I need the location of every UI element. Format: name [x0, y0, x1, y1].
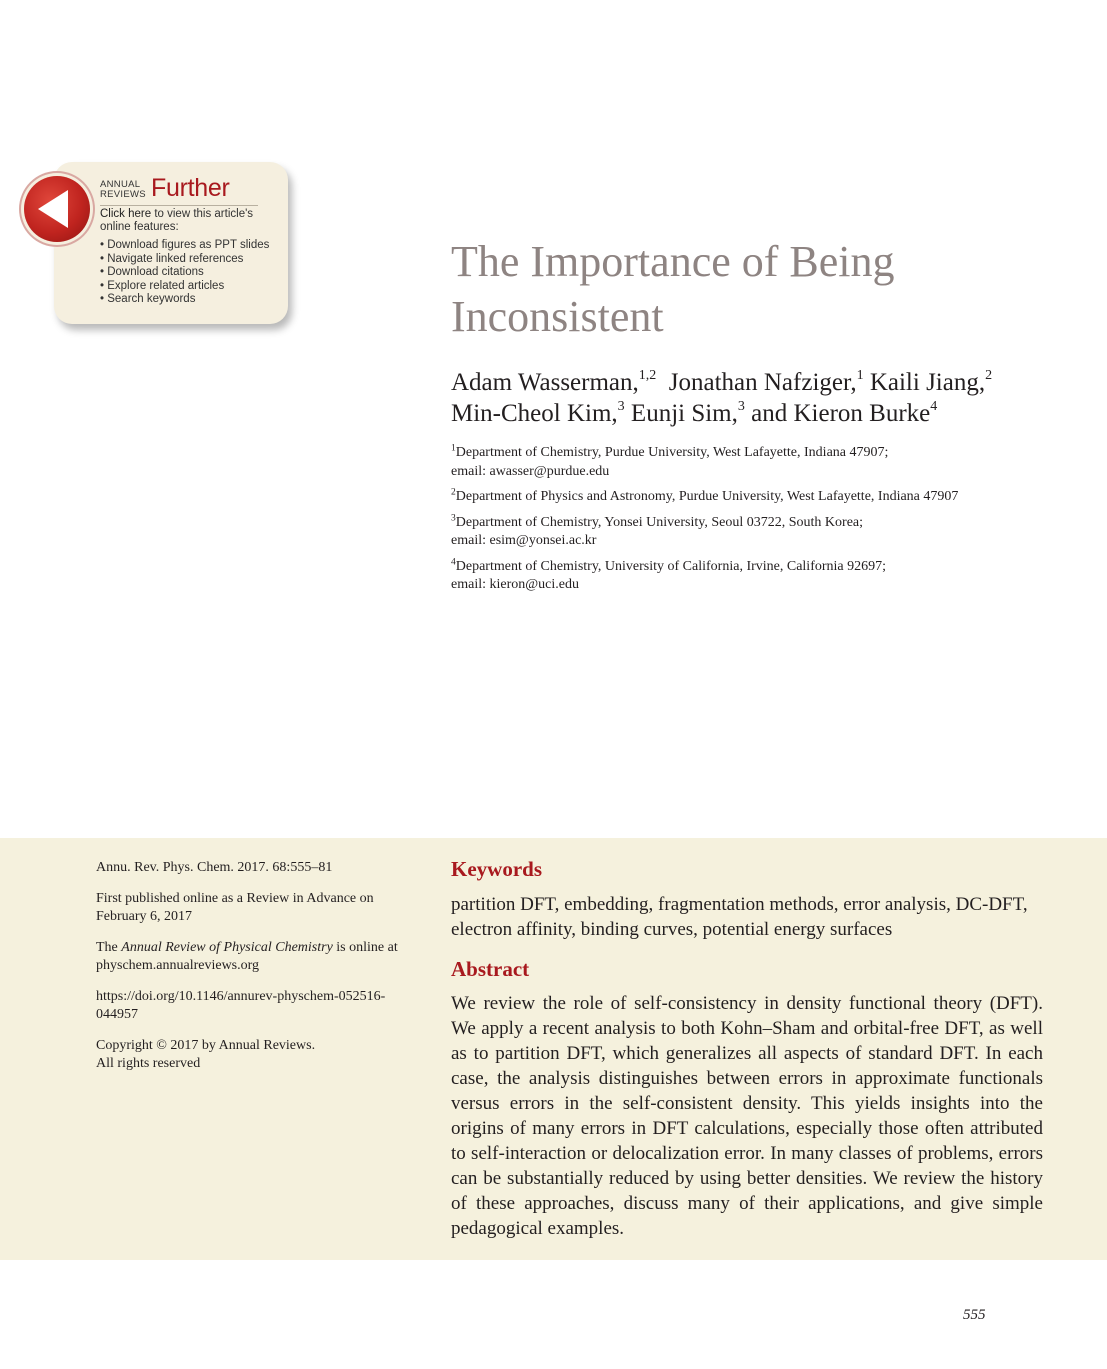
author-name: Eunji Sim, — [630, 400, 738, 427]
affiliations — [451, 444, 1071, 602]
affiliation: $^1$Department of Chemistry, Purdue University, West Lafayette, Indiana 47907; email: awasser@purdue.edu — [451, 443, 889, 479]
doi-link[interactable]: https://doi.org/10.1146/annurev-physchem-052516-044957 — [96, 989, 386, 1022]
further-logo-text: Further — [151, 174, 230, 202]
further-divider — [100, 205, 258, 206]
online-info: The Annual Review of Physical Chemistry is online at physchem.annualreviews.org — [96, 940, 398, 973]
keywords-text: partition DFT, embedding, fragmentation methods, error analysis, DC-DFT, electron affinity, binding curves, potential energy surfaces — [451, 894, 1028, 940]
publication-info — [96, 859, 416, 1086]
author-email: email: esim@yonsei.ac.kr — [451, 533, 597, 548]
feature-item: • Download citations — [100, 266, 269, 280]
first-published: First published online as a Review in Advance on February 6, 2017 — [96, 891, 374, 924]
affiliation: $^3$Department of Chemistry, Yonsei University, Seoul 03722, South Korea; email: esim@yonsei.ac.kr — [451, 512, 864, 548]
affiliation: $^4$Department of Chemistry, University of California, Irvine, California 92697; email: kieron@uci.edu — [451, 556, 887, 592]
abstract-text: We review the role of self-consistency in density functional theory (DFT). We apply a recent analysis to both Kohn–Sham and orbital-free DFT, as well as to partition DFT, which generalizes all aspects of standard DFT. In each case, the analysis distinguishes between errors in approximate functionals versus errors in the self-consistent density. This yields insights into the origins of many errors in DFT calculations, especially those often attributed to self-interaction or delocalization error. In many classes of problems, errors can be substantially reduced by using better densities. We review the history of these approaches, discuss many of their applications, and give simple pedagogical examples. — [451, 993, 1043, 1239]
author-name: Jonathan Nafziger, — [668, 369, 857, 396]
abstract-heading: Abstract — [451, 957, 530, 981]
feature-item: • Download figures as PPT slides — [100, 239, 269, 253]
further-features-list — [100, 239, 269, 307]
author-email: email: kieron@uci.edu — [451, 577, 579, 592]
author-name: Adam Wasserman, — [451, 369, 639, 396]
further-click-text: Click here to view this article's online features: — [100, 208, 254, 233]
author-name: and Kieron Burke — [751, 400, 931, 427]
citation: Annu. Rev. Phys. Chem. 2017. 68:555–81 — [96, 860, 333, 875]
click-here-link[interactable]: Click here — [100, 208, 152, 220]
article-title: The Importance of Being Inconsistent — [451, 237, 895, 341]
keywords-heading: Keywords — [451, 857, 542, 881]
page-number: 555 — [963, 1307, 986, 1323]
author-name: Min-Cheol Kim, — [451, 400, 618, 427]
feature-item: • Explore related articles — [100, 280, 269, 294]
copyright: Copyright © 2017 by Annual Reviews. All rights reserved — [96, 1038, 316, 1071]
author-name: Kaili Jiang, — [869, 369, 986, 396]
author-email: email: awasser@purdue.edu — [451, 463, 610, 479]
further-play-icon[interactable] — [24, 176, 90, 242]
annual-reviews-logo: ANNUAL REVIEWS — [100, 179, 146, 200]
author-list: Adam Wasserman,$^{1,2}$ Jonathan Nafziger,$^1$ Kaili Jiang,$^2$ Min-Cheol Kim,$^3$ Eunji Sim,$^3$ and Kieron Burke$^4$ — [451, 367, 993, 427]
feature-item: • Search keywords — [100, 293, 269, 307]
affiliation: $^2$Department of Physics and Astronomy, Purdue University, West Lafayette, Indiana 47907 — [451, 487, 959, 504]
feature-item: • Navigate linked references — [100, 253, 269, 267]
